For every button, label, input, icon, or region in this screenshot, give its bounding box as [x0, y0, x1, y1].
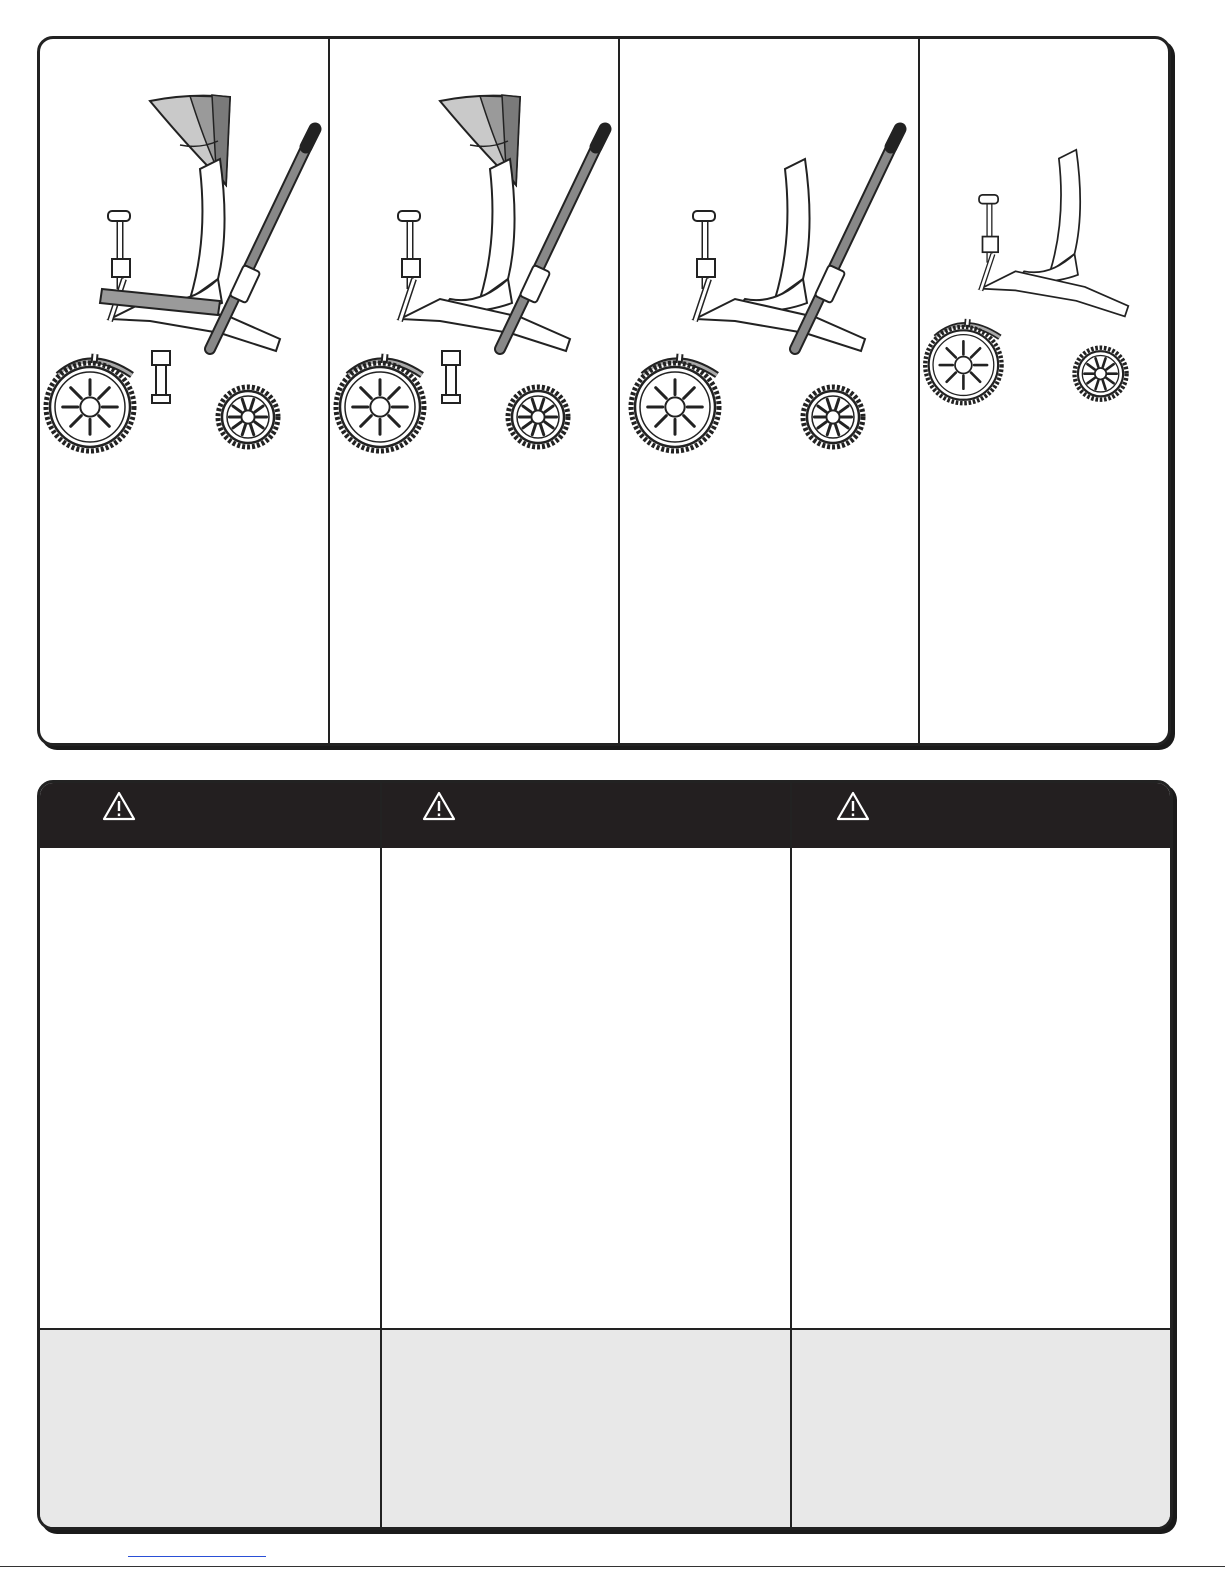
warning-triangle-icon [422, 791, 456, 821]
footer-link-underline[interactable] [128, 1556, 266, 1557]
stages-panel [37, 36, 1171, 746]
stage-1-tricycle-illustration [40, 39, 328, 743]
stage-2-tricycle-illustration [330, 39, 618, 743]
warning-header [382, 783, 790, 848]
warnings-panel [37, 780, 1173, 1530]
warning-column-1 [40, 783, 380, 1527]
warning-divider [380, 783, 382, 1527]
warning-header [792, 783, 1173, 848]
warning-divider [790, 783, 792, 1527]
warning-body [792, 848, 1173, 1328]
warning-footer [40, 1328, 380, 1527]
bottom-rule [0, 1566, 1225, 1567]
tricycle-drawing [920, 89, 1170, 469]
warning-column-3 [792, 783, 1173, 1527]
stage-3-tricycle-illustration [620, 39, 918, 743]
warning-footer [382, 1328, 790, 1527]
warning-column-2 [382, 783, 790, 1527]
tricycle-drawing [40, 89, 328, 469]
warning-body [40, 848, 380, 1328]
warning-header [40, 783, 380, 848]
stage-4-tricycle-illustration [920, 39, 1170, 743]
warning-footer [792, 1328, 1173, 1527]
warning-body [382, 848, 790, 1328]
warning-triangle-icon [836, 791, 870, 821]
tricycle-drawing [620, 89, 918, 469]
warning-triangle-icon [102, 791, 136, 821]
tricycle-drawing [330, 89, 618, 469]
